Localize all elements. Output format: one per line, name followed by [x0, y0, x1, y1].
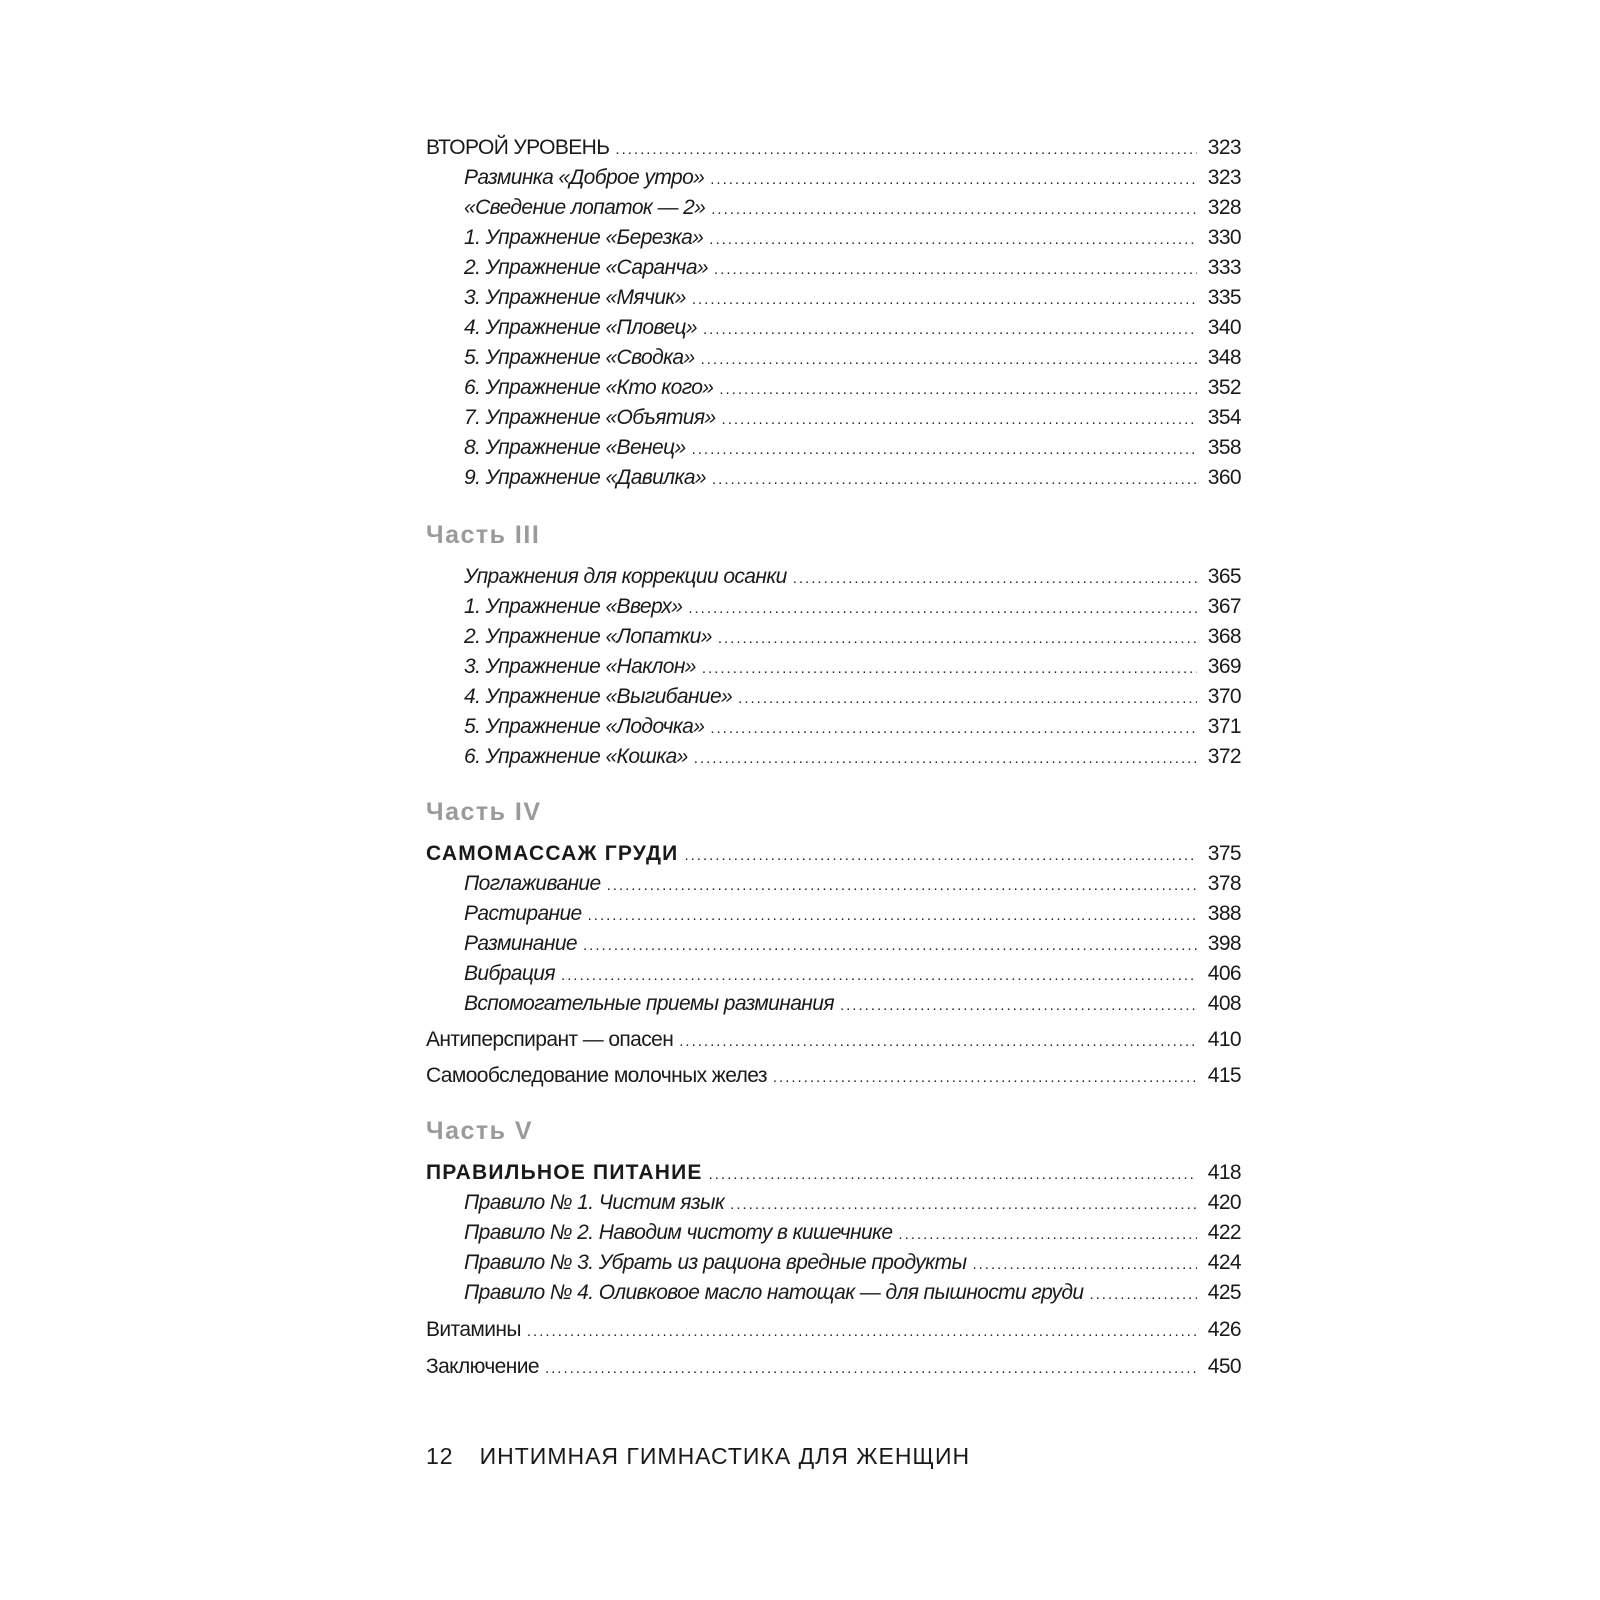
toc-entry-title: 9. Упражнение «Давилка» — [464, 466, 706, 489]
toc-entry[interactable] — [426, 283, 1241, 313]
toc-entry[interactable] — [426, 1315, 1241, 1345]
toc-entry-page-number: 410 — [1207, 1028, 1241, 1051]
toc-entry-title: Самообследование молочных желез — [426, 1064, 767, 1087]
table-of-contents — [426, 133, 1241, 1382]
dot-leader — [679, 1027, 1197, 1057]
dot-leader — [709, 1160, 1197, 1190]
toc-entry-page-number: 368 — [1207, 625, 1241, 648]
toc-entry[interactable] — [426, 463, 1241, 493]
toc-entry-title: Правило № 3. Убрать из рациона вредные продукты — [464, 1251, 967, 1274]
toc-entry-page-number: 415 — [1207, 1064, 1241, 1087]
dot-leader — [719, 375, 1197, 405]
toc-entry[interactable] — [426, 1352, 1241, 1382]
dot-leader — [722, 405, 1197, 435]
toc-entry-page-number: 333 — [1207, 256, 1241, 279]
toc-entry[interactable] — [426, 592, 1241, 622]
toc-entry-page-number: 426 — [1207, 1318, 1241, 1341]
toc-entry-title: «Сведение лопаток — 2» — [464, 196, 706, 219]
toc-entry-page-number: 422 — [1207, 1221, 1241, 1244]
footer-page-number: 12 — [426, 1443, 454, 1469]
dot-leader — [588, 901, 1197, 931]
dot-leader — [710, 714, 1197, 744]
page-footer — [426, 1443, 970, 1470]
footer-book-title: ИНТИМНАЯ ГИМНАСТИКА ДЛЯ ЖЕНЩИН — [479, 1443, 971, 1469]
dot-leader — [1089, 1280, 1197, 1310]
toc-entry[interactable] — [426, 193, 1241, 223]
toc-entry-page-number: 425 — [1207, 1281, 1241, 1304]
toc-entry-title: Поглаживание — [464, 872, 601, 895]
toc-entry-title: Вспомогательные приемы разминания — [464, 992, 834, 1015]
toc-entry-title: ВТОРОЙ УРОВЕНЬ — [426, 136, 610, 159]
toc-entry-title: 5. Упражнение «Сводка» — [464, 346, 695, 369]
toc-entry-page-number: 330 — [1207, 226, 1241, 249]
dot-leader — [561, 961, 1197, 991]
toc-entry-page-number: 365 — [1207, 565, 1241, 588]
dot-leader — [714, 255, 1197, 285]
toc-entry-title: Витамины — [426, 1318, 521, 1341]
dot-leader — [773, 1063, 1197, 1093]
toc-entry[interactable] — [426, 622, 1241, 652]
toc-entry-page-number: 418 — [1207, 1161, 1241, 1184]
dot-leader — [607, 871, 1197, 901]
dot-leader — [694, 744, 1197, 774]
toc-entry-page-number: 420 — [1207, 1191, 1241, 1214]
toc-entry-page-number: 371 — [1207, 715, 1241, 738]
toc-entry[interactable] — [426, 652, 1241, 682]
toc-entry-title: Упражнения для коррекции осанки — [464, 565, 787, 588]
toc-entry-title: 1. Упражнение «Березка» — [464, 226, 704, 249]
toc-entry-page-number: 372 — [1207, 745, 1241, 768]
toc-entry-page-number: 424 — [1207, 1251, 1241, 1274]
dot-leader — [527, 1317, 1197, 1347]
toc-entry-page-number: 406 — [1207, 962, 1241, 985]
toc-entry-page-number: 348 — [1207, 346, 1241, 369]
toc-entry[interactable] — [426, 373, 1241, 403]
toc-entry-title: 8. Упражнение «Венец» — [464, 436, 686, 459]
dot-leader — [615, 135, 1197, 165]
dot-leader — [692, 435, 1197, 465]
toc-entry-page-number: 358 — [1207, 436, 1241, 459]
toc-entry-page-number: 335 — [1207, 286, 1241, 309]
toc-entry-page-number: 450 — [1207, 1355, 1241, 1378]
toc-entry-page-number: 369 — [1207, 655, 1241, 678]
dot-leader — [711, 195, 1197, 225]
toc-entry-page-number: 375 — [1207, 842, 1241, 865]
toc-entry-title: Вибрация — [464, 962, 555, 985]
toc-entry[interactable] — [426, 133, 1241, 163]
dot-leader — [545, 1354, 1197, 1384]
dot-leader — [793, 564, 1197, 594]
dot-leader — [692, 285, 1197, 315]
toc-entry-page-number: 408 — [1207, 992, 1241, 1015]
toc-entry-title: САМОМАССАЖ ГРУДИ — [426, 842, 679, 865]
dot-leader — [709, 225, 1197, 255]
toc-entry[interactable] — [426, 1025, 1241, 1055]
dot-leader — [710, 165, 1197, 195]
toc-entry-title: Разминка «Доброе утро» — [464, 166, 705, 189]
toc-entry-page-number: 323 — [1207, 136, 1241, 159]
dot-leader — [898, 1220, 1197, 1250]
toc-entry-title: ПРАВИЛЬНОЕ ПИТАНИЕ — [426, 1161, 703, 1184]
toc-entry[interactable] — [426, 562, 1241, 592]
toc-entry-title: Разминание — [464, 932, 577, 955]
toc-entry[interactable] — [426, 1278, 1241, 1308]
toc-entry[interactable] — [426, 163, 1241, 193]
part-heading: Часть III — [426, 521, 541, 549]
toc-entry-title: 1. Упражнение «Вверх» — [464, 595, 683, 618]
toc-entry[interactable] — [426, 742, 1241, 772]
toc-entry-title: Правило № 2. Наводим чистоту в кишечнике — [464, 1221, 893, 1244]
toc-entry[interactable] — [426, 343, 1241, 373]
dot-leader — [730, 1190, 1197, 1220]
toc-entry[interactable] — [426, 1158, 1241, 1188]
toc-entry-page-number: 352 — [1207, 376, 1241, 399]
toc-entry-title: Правило № 4. Оливковое масло натощак — для пышности груди — [464, 1281, 1084, 1304]
dot-leader — [688, 594, 1197, 624]
toc-entry[interactable] — [426, 1218, 1241, 1248]
part-heading: Часть V — [426, 1117, 534, 1145]
toc-entry-title: Антиперспирант — опасен — [426, 1028, 674, 1051]
toc-entry[interactable] — [426, 959, 1241, 989]
dot-leader — [972, 1250, 1197, 1280]
toc-entry[interactable] — [426, 313, 1241, 343]
dot-leader — [738, 684, 1197, 714]
dot-leader — [701, 345, 1197, 375]
dot-leader — [702, 654, 1197, 684]
toc-entry[interactable] — [426, 929, 1241, 959]
toc-entry-page-number: 354 — [1207, 406, 1241, 429]
toc-entry-page-number: 328 — [1207, 196, 1241, 219]
toc-entry[interactable] — [426, 989, 1241, 1019]
toc-entry-title: 6. Упражнение «Кто кого» — [464, 376, 714, 399]
toc-entry-title: Растирание — [464, 902, 582, 925]
dot-leader — [712, 465, 1197, 495]
toc-entry[interactable] — [426, 869, 1241, 899]
toc-entry[interactable] — [426, 712, 1241, 742]
toc-entry[interactable] — [426, 403, 1241, 433]
toc-entry-page-number: 323 — [1207, 166, 1241, 189]
toc-entry-title: 4. Упражнение «Выгибание» — [464, 685, 733, 708]
toc-entry-page-number: 388 — [1207, 902, 1241, 925]
toc-entry[interactable] — [426, 1188, 1241, 1218]
toc-entry-title: 6. Упражнение «Кошка» — [464, 745, 688, 768]
toc-entry-title: 3. Упражнение «Мячик» — [464, 286, 686, 309]
dot-leader — [703, 315, 1197, 345]
toc-entry-title: 3. Упражнение «Наклон» — [464, 655, 696, 678]
dot-leader — [840, 991, 1197, 1021]
toc-entry[interactable] — [426, 682, 1241, 712]
toc-entry[interactable] — [426, 1248, 1241, 1278]
toc-entry-page-number: 378 — [1207, 872, 1241, 895]
toc-entry-page-number: 398 — [1207, 932, 1241, 955]
toc-entry-title: 2. Упражнение «Саранча» — [464, 256, 708, 279]
dot-leader — [583, 931, 1197, 961]
toc-entry-title: 7. Упражнение «Объятия» — [464, 406, 716, 429]
part-heading: Часть IV — [426, 798, 542, 826]
dot-leader — [718, 624, 1197, 654]
toc-entry-page-number: 370 — [1207, 685, 1241, 708]
toc-entry-title: Правило № 1. Чистим язык — [464, 1191, 725, 1214]
toc-entry[interactable] — [426, 899, 1241, 929]
toc-entry-page-number: 367 — [1207, 595, 1241, 618]
toc-entry[interactable] — [426, 223, 1241, 253]
toc-entry-title: 5. Упражнение «Лодочка» — [464, 715, 705, 738]
toc-entry[interactable] — [426, 839, 1241, 869]
dot-leader — [684, 841, 1197, 871]
toc-entry[interactable] — [426, 1061, 1241, 1091]
toc-entry-page-number: 340 — [1207, 316, 1241, 339]
toc-entry-title: 4. Упражнение «Пловец» — [464, 316, 697, 339]
toc-entry-page-number: 360 — [1207, 466, 1241, 489]
toc-entry-title: Заключение — [426, 1355, 539, 1378]
toc-entry-title: 2. Упражнение «Лопатки» — [464, 625, 712, 648]
toc-entry[interactable] — [426, 253, 1241, 283]
toc-entry[interactable] — [426, 433, 1241, 463]
